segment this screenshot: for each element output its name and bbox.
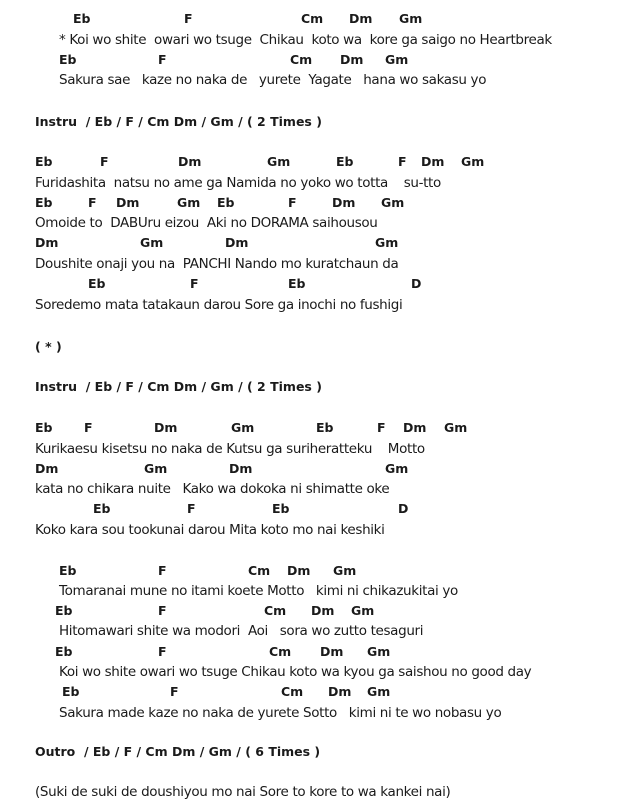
- chord-label: F: [88, 195, 97, 210]
- section-heading: Instru / Eb / F / Cm Dm / Gm / ( 2 Times ): [35, 114, 322, 129]
- chord-label: Gm: [399, 11, 423, 26]
- chord-label: Eb: [288, 276, 306, 291]
- chord-label: F: [84, 420, 93, 435]
- chord-label: Gm: [381, 195, 405, 210]
- chord-label: Cm: [290, 52, 313, 67]
- chord-label: Cm: [301, 11, 324, 26]
- chord-label: Dm: [229, 461, 253, 476]
- chord-label: Dm: [349, 11, 373, 26]
- chord-label: Eb: [93, 501, 111, 516]
- chord-label: Dm: [178, 154, 202, 169]
- lyric-line: Omoide to DABUru eizou Aki no DORAMA saihousou: [35, 215, 378, 231]
- chord-label: Cm: [281, 684, 304, 699]
- chord-label: Dm: [328, 684, 352, 699]
- chord-label: Gm: [375, 235, 399, 250]
- lyric-line: Hitomawari shite wa modori Aoi sora wo zutto tesaguri: [59, 623, 424, 639]
- chord-label: Cm: [269, 644, 292, 659]
- chord-label: Eb: [35, 420, 53, 435]
- chord-label: Gm: [351, 603, 375, 618]
- chord-label: F: [187, 501, 196, 516]
- chord-label: Gm: [333, 563, 357, 578]
- chord-label: F: [158, 603, 167, 618]
- chord-label: F: [170, 684, 179, 699]
- chord-label: Eb: [316, 420, 334, 435]
- chord-label: F: [158, 644, 167, 659]
- chord-label: Dm: [311, 603, 335, 618]
- chord-label: Gm: [385, 52, 409, 67]
- chord-label: Gm: [231, 420, 255, 435]
- chord-label: Dm: [421, 154, 445, 169]
- lyric-line: Sakura made kaze no naka de yurete Sotto kimi ni te wo nobasu yo: [59, 705, 502, 721]
- lyric-line: Sakura sae kaze no naka de yurete Yagate hana wo sakasu yo: [59, 72, 487, 88]
- chord-label: Dm: [287, 563, 311, 578]
- lyric-line: (Suki de suki de doushiyou mo nai Sore to kore to wa kankei nai): [35, 784, 451, 800]
- chord-label: Eb: [62, 684, 80, 699]
- lyric-line: Doushite onaji you na PANCHI Nando mo kuratchaun da: [35, 256, 399, 272]
- lyric-line: Koi wo shite owari wo tsuge Chikau koto wa kyou ga saishou no good day: [59, 664, 532, 680]
- chord-label: F: [158, 52, 167, 67]
- chord-label: F: [398, 154, 407, 169]
- chord-label: Eb: [88, 276, 106, 291]
- chord-label: Eb: [272, 501, 290, 516]
- lyric-line: Tomaranai mune no itami koete Motto kimi ni chikazukitai yo: [59, 583, 458, 599]
- lyric-line: Furidashita natsu no ame ga Namida no yoko wo totta su-tto: [35, 175, 441, 191]
- lyric-line: Kurikaesu kisetsu no naka de Kutsu ga suriheratteku Motto: [35, 441, 425, 457]
- lyric-line: * Koi wo shite owari wo tsuge Chikau koto wa kore ga saigo no Heartbreak: [59, 32, 552, 48]
- chord-label: Gm: [144, 461, 168, 476]
- chord-label: Dm: [340, 52, 364, 67]
- chord-label: F: [184, 11, 193, 26]
- section-heading: ( * ): [35, 339, 62, 354]
- chord-label: Cm: [248, 563, 271, 578]
- chord-label: Gm: [367, 644, 391, 659]
- chord-label: Eb: [336, 154, 354, 169]
- chord-label: Dm: [154, 420, 178, 435]
- chord-label: F: [158, 563, 167, 578]
- chord-label: F: [377, 420, 386, 435]
- chord-label: Eb: [59, 563, 77, 578]
- chord-label: F: [100, 154, 109, 169]
- lyric-line: kata no chikara nuite Kako wa dokoka ni shimatte oke: [35, 481, 390, 497]
- chord-label: Gm: [385, 461, 409, 476]
- chord-label: Eb: [73, 11, 91, 26]
- chord-label: Gm: [177, 195, 201, 210]
- chord-label: Gm: [267, 154, 291, 169]
- chord-label: F: [288, 195, 297, 210]
- chord-label: D: [411, 276, 422, 291]
- chord-label: Cm: [264, 603, 287, 618]
- chord-label: Gm: [140, 235, 164, 250]
- chord-label: Gm: [367, 684, 391, 699]
- chord-label: Dm: [35, 461, 59, 476]
- chord-label: Dm: [116, 195, 140, 210]
- chord-label: Eb: [35, 195, 53, 210]
- chord-label: Eb: [55, 644, 73, 659]
- chord-label: F: [190, 276, 199, 291]
- section-heading: Instru / Eb / F / Cm Dm / Gm / ( 2 Times ): [35, 379, 322, 394]
- chord-label: Dm: [320, 644, 344, 659]
- chord-label: Eb: [35, 154, 53, 169]
- chord-label: Eb: [59, 52, 77, 67]
- chord-label: Eb: [55, 603, 73, 618]
- section-heading: Outro / Eb / F / Cm Dm / Gm / ( 6 Times ): [35, 744, 321, 759]
- chord-label: D: [398, 501, 409, 516]
- lyric-line: Soredemo mata tatakaun darou Sore ga inochi no fushigi: [35, 297, 403, 313]
- chord-label: Gm: [444, 420, 468, 435]
- lyric-line: Koko kara sou tookunai darou Mita koto mo nai keshiki: [35, 522, 385, 538]
- chord-label: Dm: [403, 420, 427, 435]
- chord-label: Dm: [35, 235, 59, 250]
- chord-label: Dm: [225, 235, 249, 250]
- chord-label: Gm: [461, 154, 485, 169]
- chord-label: Eb: [217, 195, 235, 210]
- chord-label: Dm: [332, 195, 356, 210]
